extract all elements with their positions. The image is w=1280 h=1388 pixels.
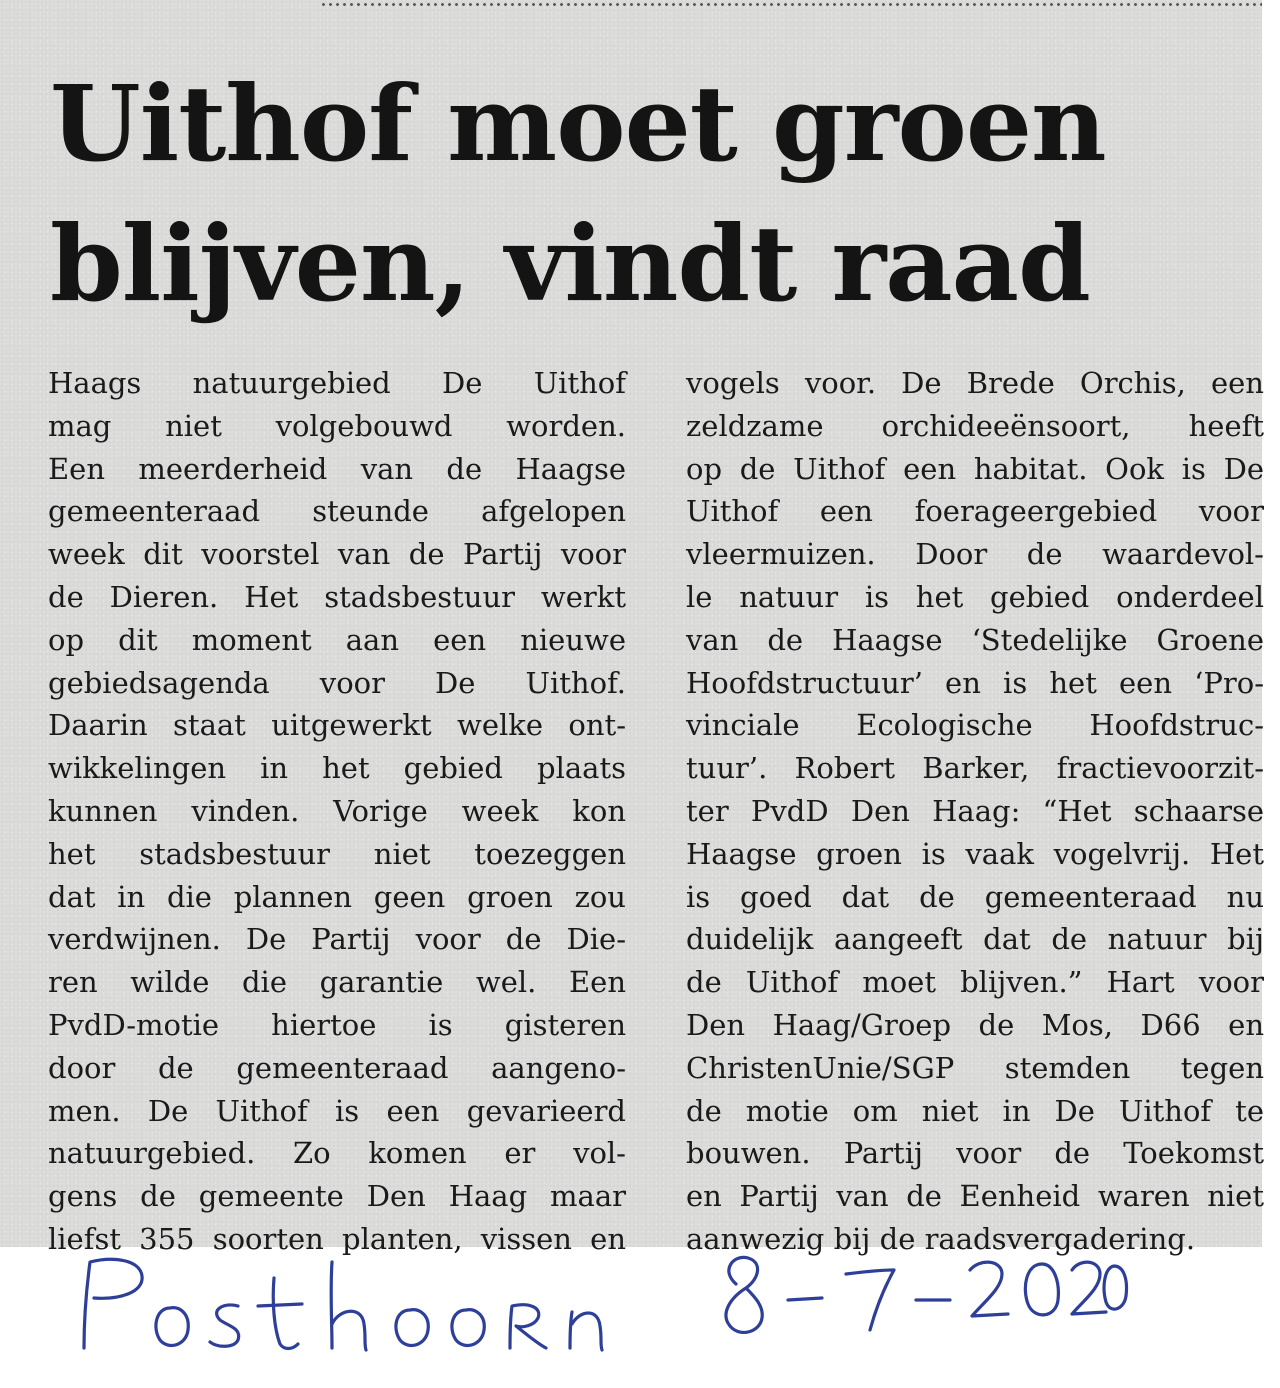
text-line: PvdD-motie hiertoe is gisteren xyxy=(48,1007,626,1042)
handwritten-source-note xyxy=(70,1244,1130,1364)
text-line: verdwijnen. De Partij voor de Die- xyxy=(48,922,626,957)
text-line: wikkelingen in het gebied plaats xyxy=(48,751,626,786)
text-line: vogels voor. De Brede Orchis, een xyxy=(686,366,1264,400)
text-line: vleermuizen. Door de waardevol- xyxy=(686,537,1264,572)
perforated-edge xyxy=(320,0,1262,8)
text-line: de Dieren. Het stadsbestuur werkt xyxy=(48,579,626,614)
text-line: Den Haag/Groep de Mos, D66 en xyxy=(686,1007,1264,1042)
text-line: men. De Uithof is een gevarieerd xyxy=(48,1093,626,1128)
headline-line: Uithof moet groen xyxy=(50,62,1106,185)
text-line: ChristenUnie/SGP stemden tegen xyxy=(686,1050,1264,1085)
text-line: Uithof een foerageergebied voor xyxy=(686,494,1264,529)
text-line: duidelijk aangeeft dat de natuur bij xyxy=(686,922,1264,957)
text-line: gemeenteraad steunde afgelopen xyxy=(48,494,626,529)
text-line: bouwen. Partij voor de Toekomst xyxy=(686,1136,1264,1171)
article-column-right xyxy=(686,362,1264,1261)
text-line: aanwezig bij de raadsvergadering. xyxy=(686,1221,1196,1256)
text-line: en Partij van de Eenheid waren niet xyxy=(686,1179,1264,1214)
text-line: le natuur is het gebied onderdeel xyxy=(686,579,1264,614)
text-line: de motie om niet in De Uithof te xyxy=(686,1093,1264,1128)
text-line: ren wilde die garantie wel. Een xyxy=(48,965,626,1000)
text-line: op dit moment aan een nieuwe xyxy=(48,622,626,657)
text-line: door de gemeenteraad aangeno- xyxy=(48,1050,626,1085)
text-line: de Uithof moet blijven.” Hart voor xyxy=(686,965,1264,1000)
article-column-left xyxy=(48,362,626,1261)
text-line: op de Uithof een habitat. Ook is De xyxy=(686,451,1264,486)
text-line: Haagse groen is vaak vogelvrij. Het xyxy=(686,836,1264,871)
text-line: liefst 355 soorten planten, vissen en xyxy=(48,1221,626,1256)
text-line: ter PvdD Den Haag: “Het schaarse xyxy=(686,793,1264,828)
text-line: van de Haagse ‘Stedelijke Groene xyxy=(686,622,1264,657)
headline xyxy=(50,54,1250,334)
text-line: zeldzame orchideeënsoort, heeft xyxy=(686,408,1264,443)
headline-line: blijven, vindt raad xyxy=(50,202,1090,325)
text-line: het stadsbestuur niet toezeggen xyxy=(48,836,626,871)
text-line: mag niet volgebouwd worden. xyxy=(48,408,626,443)
text-line: kunnen vinden. Vorige week kon xyxy=(48,793,626,828)
text-line: Een meerderheid van de Haagse xyxy=(48,451,626,486)
text-line: Hoofdstructuur’ en is het een ‘Pro- xyxy=(686,665,1264,700)
text-line: Daarin staat uitgewerkt welke ont- xyxy=(48,708,626,743)
text-line: gens de gemeente Den Haag maar xyxy=(48,1179,626,1214)
text-line: is goed dat de gemeenteraad nu xyxy=(686,879,1264,914)
text-line: vinciale Ecologische Hoofdstruc- xyxy=(686,708,1264,743)
handwritten-note-drawing xyxy=(70,1244,1130,1364)
text-line: tuur’. Robert Barker, fractievoorzit- xyxy=(686,751,1264,786)
text-line: natuurgebied. Zo komen er vol- xyxy=(48,1136,626,1171)
text-line: gebiedsagenda voor De Uithof. xyxy=(48,665,626,700)
text-line: week dit voorstel van de Partij voor xyxy=(48,537,626,572)
text-line: Haags natuurgebied De Uithof xyxy=(48,366,626,400)
text-line: dat in die plannen geen groen zou xyxy=(48,879,626,914)
